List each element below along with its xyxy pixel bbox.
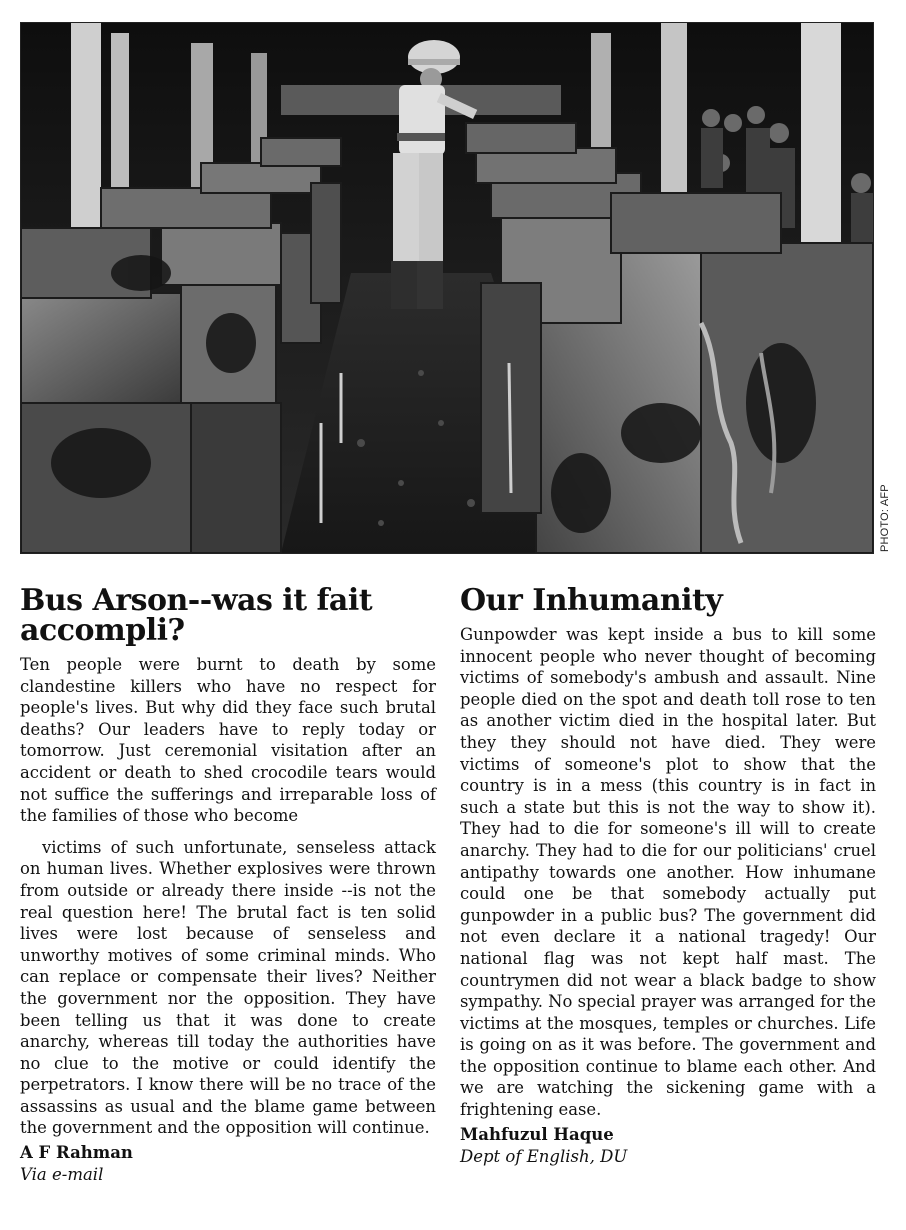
news-photo-burnt-bus-interior (20, 22, 874, 554)
body-paragraph: Ten people were burnt to death by some clandestine killers who have no respect for people's lives. But why did they face such brutal deaths? Our leaders have to reply today or tomorrow. Just ceremonial visitation after an accident or death to shed crocodile tears would not suffice the sufferings and irreparable loss of the families of those who become (20, 655, 436, 826)
photo-illustration (21, 23, 873, 553)
photo-credit: PHOTO: AFP (879, 484, 891, 552)
author-name: A F Rahman (20, 1143, 133, 1163)
author-source: Via e-mail (20, 1165, 104, 1185)
author-source: Dept of English, DU (460, 1146, 628, 1166)
body-paragraph: victims of such unfortunate, senseless attack on human lives. Whether explosives were thrown from outside or already there inside --is not the real question here! The brutal fact is ten solid lives were lost because of senseless and unworthy motives of some criminal minds. Who can replace or compensate their lives? Neither the government nor the opposition. They have been telling us that it was done to create anarchy, whereas till today the authorities have no clue to the motive or could identify the perpetrators. I know there will be no trace of the assassins as usual and the blame game between the government and the opposition will continue. (20, 837, 436, 1138)
headline-bus-arson: Bus Arson--was it fait accompli? (20, 583, 373, 648)
body-paragraph: Gunpowder was kept inside a bus to kill some innocent people who never thought of becoming victims of somebody's ambush and assault. Nine people died on the spot and death toll rose to ten as another victim died in the hospital later. But they they should not have died. They were victims of someone's plot to show that the country is in a mess (this country is in fact in such a state but this is not the way to show it). They had to die for someone's ill will to create anarchy. They had to die for our politicians' cruel antipathy towards one another. How inhumane could one be that somebody actually put gunpowder in a public bus? The government did not even declare it a national tragedy! Our national flag was not kept half mast. The countrymen did not wear a black badge to show sympathy. No special prayer was arranged for the victims at the mosques, temples or churches. Life is going on as it was before. The government and the opposition continue to blame each other. And we are watching the sickening game with a frightening ease. (460, 625, 876, 1120)
author-name: Mahfuzul Haque (460, 1124, 614, 1144)
letter-bus-arson (20, 583, 436, 1186)
letter-our-inhumanity (460, 583, 876, 1168)
headline-our-inhumanity: Our Inhumanity (460, 583, 723, 618)
